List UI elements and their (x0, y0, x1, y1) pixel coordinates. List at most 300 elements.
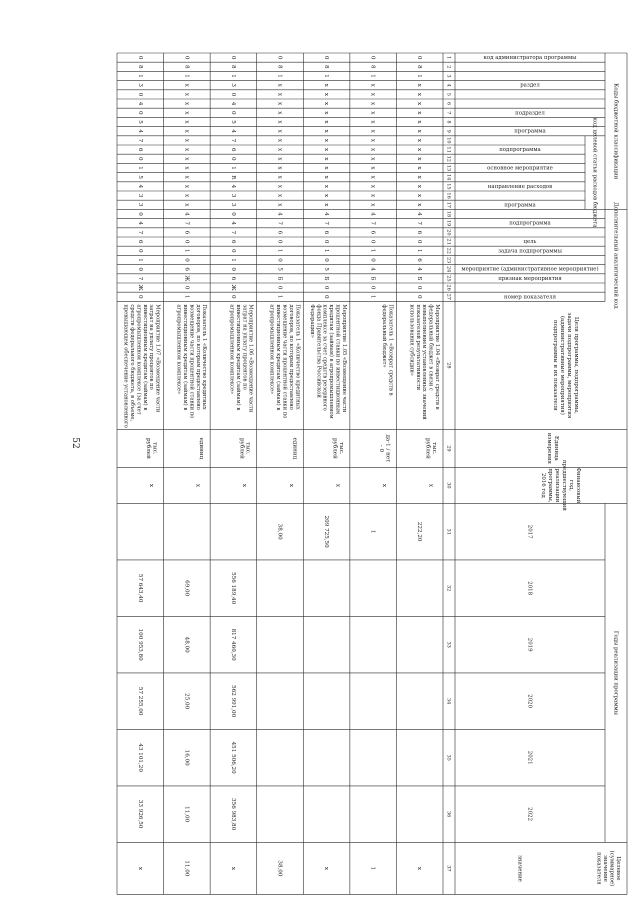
code-cell: 0 (183, 285, 190, 290)
code-cell: 4 (136, 129, 143, 133)
header-base-year: Финансовыйгод,предшествующийреализациипрограммы,2016 год (540, 459, 581, 511)
row-unit: единиц (291, 437, 298, 460)
code-cell: 1 (229, 258, 236, 262)
code-cell: 0 (369, 258, 376, 262)
row-year-value: 100 953,80 (136, 628, 143, 661)
code-cell: 0 (276, 55, 283, 60)
code-cell: 1 (229, 166, 236, 170)
header-code-col: программа (504, 202, 536, 209)
column-number: 23 (445, 256, 452, 264)
code-cell: 0 (416, 55, 423, 60)
column-number: 27 (445, 293, 452, 300)
code-cell: 1 (369, 295, 376, 299)
code-cell: 1 (183, 74, 190, 78)
code-cell: 0 (136, 295, 143, 299)
column-number: 32 (445, 584, 452, 592)
row-unit: тыс.рублей (331, 437, 344, 459)
row-year-value: 356 983,80 (229, 798, 236, 831)
column-number: 30 (445, 482, 452, 489)
code-cell: Ж (136, 284, 143, 291)
code-cell: x (323, 129, 330, 133)
row-year-value: 451 506,20 (229, 741, 236, 774)
code-cell: 0 (136, 212, 143, 216)
code-cell: 7 (416, 221, 423, 225)
table-body (123, 56, 440, 877)
code-cell: 3 (136, 193, 143, 198)
code-cell: 0 (276, 239, 283, 244)
row-year-value: 33 926,50 (136, 799, 143, 829)
code-cell: 0 (369, 239, 376, 244)
code-cell: Б (323, 276, 330, 281)
code-cell: 7 (229, 138, 236, 143)
code-cell: 4 (229, 221, 236, 225)
header-year: 2020 (526, 694, 533, 709)
code-cell: x (416, 92, 423, 96)
code-cell: 0 (136, 157, 143, 161)
column-number: 13 (445, 164, 452, 172)
code-cell: 4 (229, 101, 236, 106)
code-cell: 7 (136, 138, 143, 143)
row-year-value: 43 101,20 (136, 743, 143, 772)
budget-table (111, 45, 633, 887)
code-cell: x (183, 203, 190, 207)
code-cell: x (183, 157, 190, 161)
row-year-value: 1 (369, 529, 376, 534)
code-cell: 4 (369, 267, 376, 271)
code-cell: x (416, 83, 423, 87)
code-cell: x (416, 120, 423, 124)
code-cell: x (276, 92, 283, 96)
code-cell: 0 (229, 111, 236, 115)
code-cell: 1 (369, 74, 376, 78)
code-cell: 6 (229, 239, 236, 244)
header-code-col: программа (514, 128, 546, 135)
column-number: 11 (445, 146, 452, 153)
row-name: Показатель 1 «Возврат средств вфедеральный бюджет» (381, 304, 394, 396)
code-cell: x (369, 138, 376, 142)
row-unit: тыс.рублей (238, 437, 251, 459)
code-cell: 3 (229, 193, 236, 198)
code-cell: 0 (183, 239, 190, 244)
code-cell: x (416, 166, 423, 170)
row-year-value: 16,00 (183, 749, 190, 766)
code-cell: 0 (416, 295, 423, 299)
header-code-col: подпрограмма (499, 147, 541, 154)
code-cell: x (183, 92, 190, 96)
code-cell: 5 (229, 120, 236, 124)
code-cell: Б (369, 276, 376, 281)
code-cell: 0 (229, 295, 236, 299)
code-cell: R (229, 175, 236, 180)
column-number: 35 (445, 754, 452, 761)
code-cell: x (276, 157, 283, 161)
column-number: 24 (445, 266, 452, 273)
code-cell: x (416, 194, 423, 198)
header-code-col: направление расходов (487, 183, 553, 190)
code-cell: 0 (323, 295, 330, 299)
code-cell: 7 (276, 221, 283, 225)
row-name: Показатель 1 «Количество кредитныхдоговоров, по которым предоставленовозмещение части процентной ставки поинвестиционным кредитам (займам) вагропромышленном комплексе» (268, 304, 301, 419)
column-numbers (446, 56, 452, 872)
header-code-col: признак мероприятия (498, 275, 562, 282)
code-cell: 0 (183, 258, 190, 262)
code-cell: 8 (229, 65, 236, 69)
table-row (370, 56, 394, 870)
code-cell: 0 (229, 267, 236, 271)
code-cell: 8 (369, 65, 376, 69)
row-year-value: 57 643,40 (136, 573, 143, 603)
row-name: Мероприятие 1.05 «Возмещение частипроцентной ставки по инвестиционнымкредитам (займам) в агропромышленномкомплексе за счет средств резервногофонда Правительства РоссийскойФедерации» (308, 304, 347, 419)
column-number: 5 (445, 92, 452, 96)
column-number: 18 (445, 210, 452, 218)
code-cell: x (323, 102, 330, 106)
code-cell: 0 (323, 285, 330, 290)
code-cell: 4 (136, 221, 143, 225)
header-year: 2017 (526, 524, 533, 539)
row-name: Мероприятие 1.07 «Возмещение частизатрат на уплату процентов поинвестиционным кредитам (займам) вагропромышленном комплексе (за счетсредств федерального бюджета, в объеме,превышающем обеспечение установленного (122, 304, 161, 428)
row-unit: тыс.рублей (424, 437, 437, 459)
code-cell: 6 (229, 147, 236, 152)
code-cell: 8 (183, 65, 190, 69)
column-number: 2 (445, 65, 452, 69)
code-cell: x (183, 166, 190, 170)
column-number: 6 (445, 102, 452, 106)
header-year: 2018 (526, 581, 533, 596)
row-base-value: x (241, 483, 248, 487)
code-cell: x (183, 83, 190, 87)
code-cell: x (369, 184, 376, 188)
header-expense-type: код целевой статьи расходов бюджета (591, 117, 598, 228)
code-cell: x (276, 194, 283, 198)
row-year-value: 11,00 (183, 806, 190, 823)
column-number: 4 (445, 83, 452, 87)
code-cell: 4 (136, 184, 143, 189)
table-row (176, 56, 208, 877)
code-cell: Б (416, 276, 423, 281)
code-cell: 5 (136, 175, 143, 179)
code-cell: 4 (229, 184, 236, 189)
code-cell: x (276, 138, 283, 142)
code-cell: x (323, 111, 330, 115)
code-cell: x (369, 203, 376, 207)
code-cell: 3 (136, 83, 143, 87)
code-cell: x (369, 166, 376, 170)
code-cell: 1 (136, 258, 143, 262)
column-number: 29 (445, 445, 452, 452)
code-cell: 8 (416, 65, 423, 69)
code-cell: 3 (229, 83, 236, 87)
column-number: 31 (445, 528, 452, 535)
table-row (229, 56, 254, 871)
column-number: 26 (445, 284, 452, 291)
header-code-col: задача подпрограммы (498, 248, 562, 255)
code-cell: 3 (229, 203, 236, 207)
row-unit: тыс.рублей (145, 437, 158, 459)
code-cell: x (416, 184, 423, 188)
code-cell: x (276, 166, 283, 170)
code-cell: x (416, 138, 423, 142)
code-cell: 1 (323, 74, 330, 78)
code-cell: 1 (229, 74, 236, 78)
code-cell: x (323, 148, 330, 152)
code-cell: 7 (136, 276, 143, 281)
column-number: 36 (445, 810, 452, 818)
code-cell: 0 (136, 55, 143, 60)
code-cell: x (323, 157, 330, 161)
code-cell: 8 (323, 65, 330, 69)
code-cell: x (369, 111, 376, 115)
code-cell: 0 (136, 249, 143, 253)
code-cell: 0 (136, 111, 143, 115)
code-cell: x (183, 184, 190, 188)
row-name: Показатель 1 «Количество кредитныхдоговоров, по которым предоставленовозмещение части процентной ставки поинвестиционным кредитам (займам) вагропромышленном комплексе» (175, 304, 208, 419)
column-number: 20 (445, 229, 452, 236)
code-cell: 0 (323, 239, 330, 244)
code-cell: 1 (276, 249, 283, 253)
column-number: 28 (445, 362, 452, 369)
row-name: Мероприятие 1.06 «Возмещение частизатрат на уплату процентов поинвестиционным кредитам (займам) вагропромышленном комплексе» (228, 304, 254, 413)
code-cell: x (276, 203, 283, 207)
code-cell: 0 (136, 92, 143, 97)
column-number: 17 (445, 201, 452, 208)
code-cell: x (276, 83, 283, 87)
code-cell: x (416, 157, 423, 161)
code-cell: x (183, 111, 190, 115)
header-code-col: цель (523, 239, 537, 246)
code-cell: Ж (183, 275, 190, 282)
code-cell: 0 (416, 239, 423, 244)
row-year-value: 222,20 (416, 521, 423, 542)
code-cell: 0 (183, 55, 190, 60)
header-code-col: мероприятие (административное мероприятие) (461, 266, 599, 273)
row-year-value: 209 725,50 (323, 515, 330, 548)
code-cell: x (276, 111, 283, 115)
code-cell: x (416, 148, 423, 152)
code-cell: 0 (136, 267, 143, 271)
code-cell: x (183, 175, 190, 179)
code-cell: x (276, 175, 283, 179)
row-base-value: x (148, 483, 155, 487)
code-cell: 1 (183, 295, 190, 299)
code-cell: x (416, 111, 423, 115)
code-cell: x (369, 157, 376, 161)
code-cell: 4 (276, 212, 283, 216)
code-cell: x (183, 120, 190, 124)
code-cell: 6 (369, 230, 376, 235)
code-cell: 0 (369, 285, 376, 290)
code-cell: 7 (136, 230, 143, 235)
row-base-value: x (287, 483, 294, 487)
code-cell: x (276, 102, 283, 106)
code-cell: 6 (183, 267, 190, 271)
code-cell: 0 (323, 258, 330, 262)
row-year-value: 817 460,30 (229, 628, 236, 661)
row-year-value: 48,00 (183, 636, 190, 653)
row-base-value: x (427, 483, 434, 487)
code-cell: x (183, 138, 190, 142)
code-cell: x (276, 184, 283, 188)
column-number: 9 (445, 129, 452, 133)
code-cell: 6 (136, 239, 143, 244)
code-cell: 6 (416, 230, 423, 235)
code-cell: 5 (323, 267, 330, 271)
column-number: 22 (445, 247, 452, 254)
code-cell: 4 (136, 101, 143, 106)
code-cell: 1 (416, 74, 423, 78)
column-number: 15 (445, 183, 452, 190)
code-cell: 8 (276, 65, 283, 69)
row-final-value: 1 (369, 866, 376, 871)
code-cell: Ж (229, 284, 236, 291)
code-cell: 0 (229, 212, 236, 216)
code-cell: x (323, 175, 330, 179)
column-number: 3 (445, 74, 452, 78)
row-year-value: 556 189,40 (229, 572, 236, 605)
column-number: 34 (445, 697, 452, 705)
column-number: 1 (445, 56, 452, 60)
code-cell: 5 (136, 120, 143, 124)
code-cell: 0 (229, 92, 236, 97)
header-unit: Единицаизмерения (546, 432, 559, 464)
code-cell: 0 (229, 249, 236, 253)
code-cell: 4 (183, 212, 190, 216)
code-cell: 1 (276, 74, 283, 78)
code-cell: 0 (369, 55, 376, 60)
column-number: 7 (445, 111, 452, 115)
row-name: Мероприятие 1.04 «Возврат средств вфедеральный бюджет в связи сневыполнением установленных значенийпоказателей результативностииспользования субсидии» (408, 304, 440, 420)
code-cell: x (323, 120, 330, 124)
header-year: 2019 (526, 637, 533, 652)
code-cell: 6 (276, 230, 283, 235)
header-code-col: код администратора программы (483, 55, 577, 62)
code-cell: x (369, 120, 376, 124)
header-code-col: номер показателя (504, 294, 556, 301)
column-number: 16 (445, 192, 452, 199)
code-cell: x (323, 83, 330, 87)
code-cell: 0 (323, 55, 330, 60)
code-cell: x (276, 129, 283, 133)
code-cell: x (369, 92, 376, 96)
row-year-value: 38,00 (276, 523, 283, 540)
code-cell: 6 (136, 147, 143, 152)
code-cell: x (323, 138, 330, 142)
code-cell: 1 (323, 249, 330, 253)
code-cell: Б (276, 276, 283, 281)
row-year-value: 562 991,00 (229, 685, 236, 718)
code-cell: x (369, 102, 376, 106)
code-cell: x (183, 102, 190, 106)
row-year-value: 69,00 (183, 580, 190, 597)
code-cell: 6 (183, 230, 190, 235)
table-row (123, 56, 161, 871)
code-cell: 7 (369, 221, 376, 225)
row-year-value: 25,00 (183, 693, 190, 710)
row-final-value: 11,00 (183, 860, 190, 877)
row-final-value: x (229, 866, 236, 870)
header-year: 2022 (526, 807, 533, 822)
header-code-col: подраздел (515, 110, 545, 117)
code-cell: x (276, 120, 283, 124)
column-number: 14 (445, 174, 452, 181)
column-number: 33 (445, 641, 452, 648)
code-cell: 0 (416, 285, 423, 290)
code-cell: x (369, 175, 376, 179)
code-cell: 7 (229, 230, 236, 235)
code-cell: 1 (136, 74, 143, 78)
code-cell: 1 (369, 249, 376, 253)
table-grid (111, 45, 633, 887)
code-cell: x (323, 92, 330, 96)
table-row (309, 56, 347, 871)
table-row (408, 56, 440, 871)
code-cell: x (323, 203, 330, 207)
code-cell: 7 (183, 221, 190, 225)
row-final-value: x (323, 866, 330, 870)
row-year-value: 57 255,00 (136, 686, 143, 716)
code-cell: 7 (323, 221, 330, 225)
header-year: 2021 (526, 750, 533, 765)
code-cell: x (369, 194, 376, 198)
code-cell: 6 (323, 230, 330, 235)
code-cell: 0 (229, 55, 236, 60)
code-cell: 8 (136, 65, 143, 69)
column-number: 10 (445, 137, 452, 144)
code-cell: x (276, 148, 283, 152)
header-name: Цели программы, подпрограммы,задачи подпрограммы, мероприятия(административные мероприятия)подпрограммы и их показатели (552, 312, 579, 419)
row-unit: да-1 / нет- 0 (378, 434, 391, 463)
code-cell: 4 (323, 212, 330, 216)
code-cell: 4 (229, 129, 236, 133)
code-cell: 1 (183, 249, 190, 253)
header-code-col: раздел (520, 82, 540, 89)
code-cell: 0 (229, 157, 236, 161)
header-years-group: Годы реализации программы (612, 630, 619, 715)
code-cell: 4 (416, 212, 423, 216)
code-cell: x (183, 129, 190, 133)
code-cell: x (416, 102, 423, 106)
code-cell: 1 (276, 295, 283, 299)
header-code-col: подпрограмма (509, 220, 551, 227)
code-cell: 5 (276, 267, 283, 271)
code-cell: x (369, 129, 376, 133)
code-cell: x (183, 194, 190, 198)
row-final-value: x (136, 866, 143, 870)
page-number: 52 (70, 437, 80, 449)
code-cell: x (369, 83, 376, 87)
code-cell: x (416, 203, 423, 207)
header-code-col: основное мероприятие (487, 165, 553, 172)
header-final-group: Целевое(суммарное)значениепоказателя (595, 850, 621, 887)
row-unit: единиц (198, 437, 205, 460)
row-base-value: x (334, 483, 341, 487)
code-cell: 0 (276, 285, 283, 290)
code-cell: x (323, 184, 330, 188)
header-final-value: значение (516, 854, 523, 882)
column-number: 21 (445, 238, 452, 245)
table-row (269, 56, 301, 877)
header-budget-group: Коды бюджетной классификации (612, 83, 619, 180)
code-cell: 1 (416, 249, 423, 253)
code-cell: 6 (229, 276, 236, 281)
code-cell: 1 (136, 166, 143, 170)
code-cell: 4 (369, 212, 376, 216)
code-cell: 4 (416, 267, 423, 271)
code-cell: 6 (416, 258, 423, 262)
code-cell: 0 (276, 258, 283, 262)
code-cell: x (323, 194, 330, 198)
code-cell: x (183, 148, 190, 152)
row-base-value: x (380, 483, 387, 487)
